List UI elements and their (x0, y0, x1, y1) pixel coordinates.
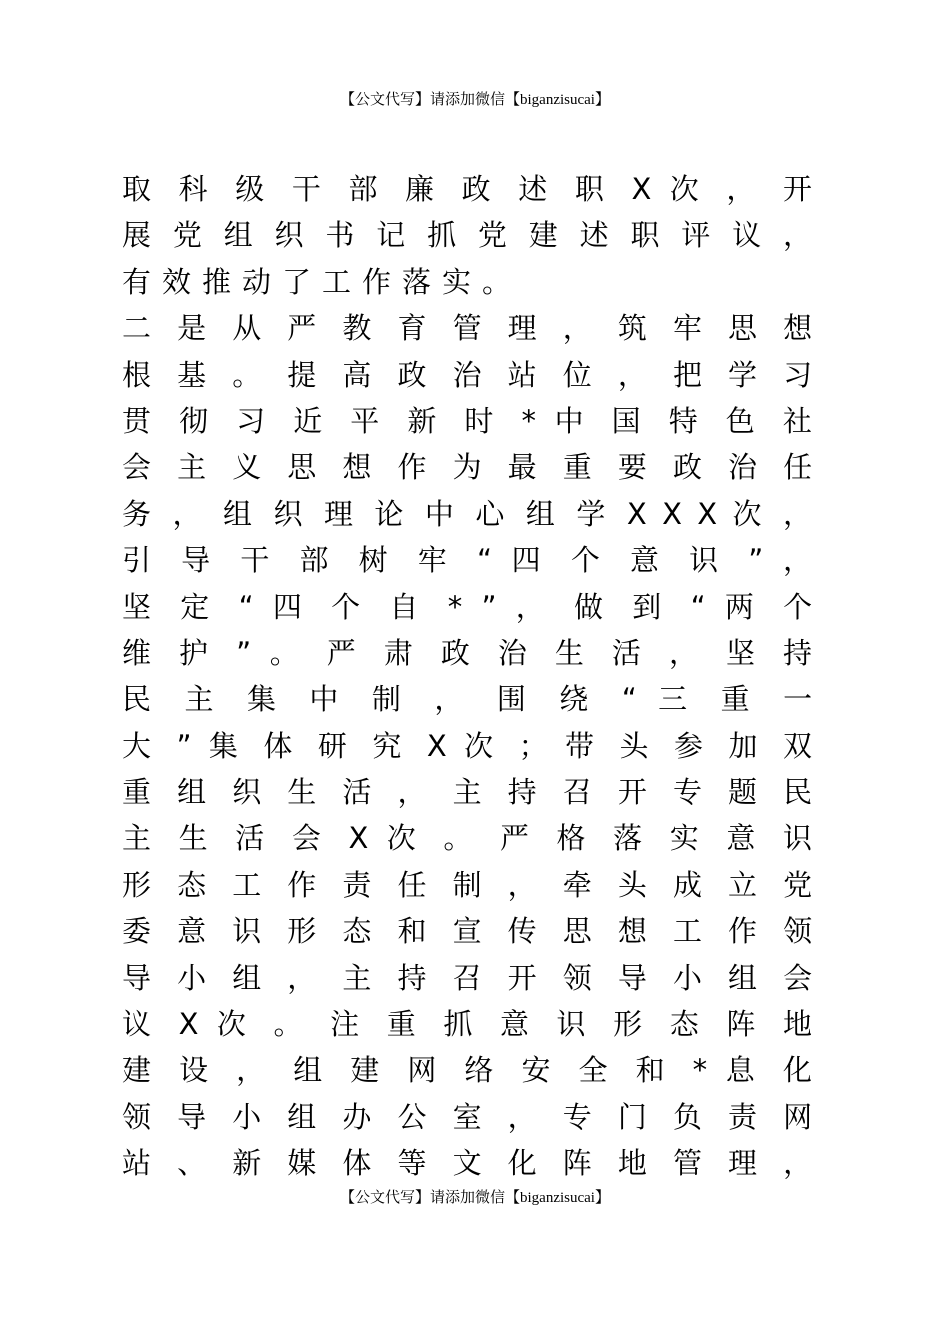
body-line: 主 生 活 会 X 次 。 严 格 落 实 意 识 (122, 821, 812, 856)
page-footer: 【公文代写】请添加微信【biganzisucai】 (340, 1190, 610, 1206)
body-line: 导 小 组 ， 主 持 召 开 领 导 小 组 会 (122, 960, 813, 995)
body-line: 展 党 组 织 书 记 抓 党 建 述 职 评 议 ， (122, 218, 812, 253)
body-line: 会 主 义 思 想 作 为 最 重 要 政 治 任 (122, 450, 813, 485)
page-header: 【公文代写】请添加微信【biganzisucai】 (340, 92, 610, 108)
document-body (122, 166, 812, 1187)
body-line: 有效推动了工作落实。 (122, 264, 523, 299)
body-line: 贯 彻 习 近 平 新 时 * 中 国 特 色 社 (122, 403, 812, 438)
body-line: 坚 定 “ 四 个 自 * ” ， 做 到 “ 两 个 (122, 589, 813, 624)
body-line: 领 导 小 组 办 公 室 ， 专 门 负 责 网 (122, 1099, 813, 1134)
body-line: 取 科 级 干 部 廉 政 述 职 X 次 ， 开 (122, 172, 812, 206)
body-line: 站 、 新 媒 体 等 文 化 阵 地 管 理 ， (122, 1146, 813, 1181)
body-line: 维 护 ” 。 严 肃 政 治 生 活 ， 坚 持 (122, 635, 813, 670)
body-line: 重 组 织 生 活 ， 主 持 召 开 专 题 民 (122, 775, 813, 810)
body-line: 二 是 从 严 教 育 管 理 ， 筑 牢 思 想 (122, 311, 813, 346)
body-line: 建 设 ， 组 建 网 络 安 全 和 * 息 化 (122, 1053, 812, 1088)
body-line: 务 ， 组 织 理 论 中 心 组 学 X X X 次 ， (122, 496, 812, 531)
body-line: 民 主 集 中 制 ， 围 绕 “ 三 重 一 (122, 682, 813, 717)
body-line: 引 导 干 部 树 牢 “ 四 个 意 识 ” ， (122, 543, 813, 578)
body-line: 形 态 工 作 责 任 制 ， 牵 头 成 立 党 (122, 867, 813, 902)
body-line: 委 意 识 形 态 和 宣 传 思 想 工 作 领 (122, 914, 813, 949)
body-line: 大 ” 集 体 研 究 X 次 ； 带 头 参 加 双 (122, 728, 813, 763)
body-line: 议 X 次 。 注 重 抓 意 识 形 态 阵 地 (122, 1007, 812, 1042)
body-line: 根 基 。 提 高 政 治 站 位 ， 把 学 习 (122, 357, 813, 392)
